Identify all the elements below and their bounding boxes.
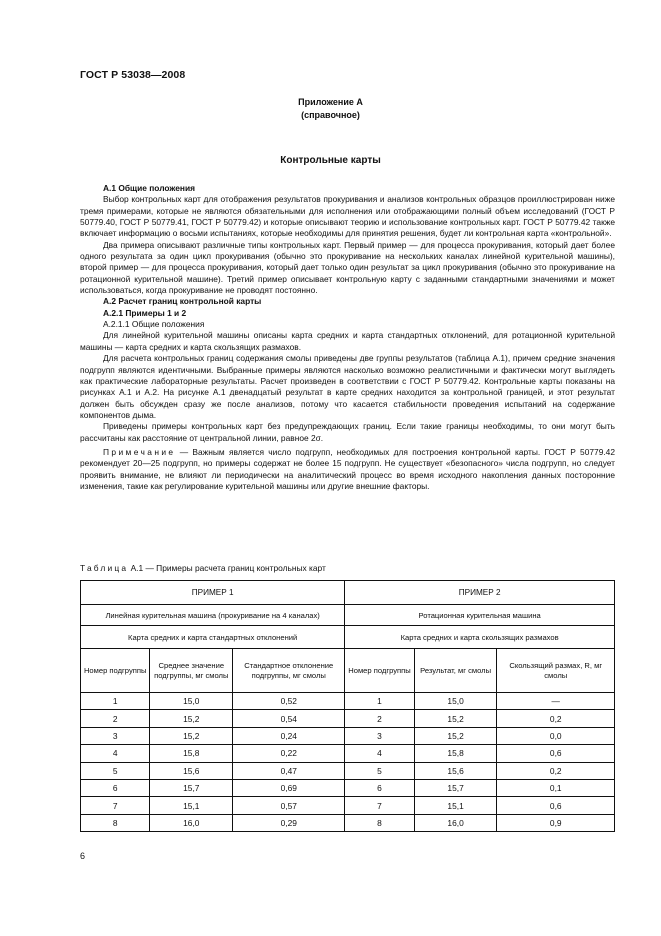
table-row xyxy=(81,779,615,796)
table-cell: 2 xyxy=(345,710,414,727)
table-cell: 6 xyxy=(345,779,414,796)
table-cell: 0,2 xyxy=(497,710,615,727)
table-row xyxy=(81,762,615,779)
table-cell: 0,57 xyxy=(233,797,345,814)
table-cell: 0,0 xyxy=(497,727,615,744)
appendix-title: Приложение А xyxy=(298,97,363,107)
column-header: Результат, мг смолы xyxy=(414,649,497,693)
table-cell: 0,6 xyxy=(497,797,615,814)
table-cell: 0,54 xyxy=(233,710,345,727)
paragraph: Приведены примеры контрольных карт без предупреждающих границ. Если такие границы необходимы, то они могут быть рассчитаны как расстояние от центральной линии, равное 2σ. xyxy=(80,421,615,443)
table-cell: 0,29 xyxy=(233,814,345,831)
table-cell: 15,8 xyxy=(150,745,233,762)
table-caption-label: Таблица xyxy=(80,563,129,573)
heading-a1: А.1 Общие положения xyxy=(103,183,196,193)
table-cell: 0,2 xyxy=(497,762,615,779)
table-cell: 0,6 xyxy=(497,745,615,762)
example1-header: ПРИМЕР 1 xyxy=(81,581,345,605)
paragraph: Для линейной курительной машины описаны карта средних и карта стандартных отклонений, для ротационной курительной машины — карта средних и карта скользящих размахов. xyxy=(80,330,615,352)
page-number: 6 xyxy=(80,851,86,861)
appendix-subtitle: (справочное) xyxy=(301,110,360,120)
table-cell: 15,7 xyxy=(150,779,233,796)
table-cell: 7 xyxy=(81,797,150,814)
table-row xyxy=(81,797,615,814)
table-cell: 15,0 xyxy=(150,693,233,710)
table-cell: — xyxy=(497,693,615,710)
table-cell: 5 xyxy=(345,762,414,779)
table-cell: 1 xyxy=(81,693,150,710)
note xyxy=(80,447,615,492)
note-text: — Важным является число подгрупп, необходимых для построения контрольной карты. ГОСТ Р 50779.42 рекомендует 20—25 подгрупп, но примеры содержат не более 15 подгрупп. Не существует «безопасного» числа подгрупп, но следует проявить внимание, не влияют ли периодически на аналитический процесс во время исходного накопления данных посторонние изменения, такие как регулирование курительной машины или другие внешние факторы. xyxy=(80,446,615,491)
note-label: Примечание xyxy=(103,446,176,457)
table-caption-text: А.1 — Примеры расчета границ контрольных карт xyxy=(128,563,326,573)
table-cell: 15,1 xyxy=(414,797,497,814)
document-code: ГОСТ Р 53038—2008 xyxy=(80,69,186,81)
column-header: Стандартное отклонение подгруппы, мг смолы xyxy=(233,649,345,693)
table-cell: 0,52 xyxy=(233,693,345,710)
table-cell: 4 xyxy=(345,745,414,762)
table-caption xyxy=(80,563,326,573)
table-cell: 4 xyxy=(81,745,150,762)
table-cell: 3 xyxy=(345,727,414,744)
section-title: Контрольные карты xyxy=(280,155,381,166)
charts2-cell: Карта средних и карта скользящих размахов xyxy=(345,626,615,649)
table-cell: 16,0 xyxy=(150,814,233,831)
table-cell: 8 xyxy=(345,814,414,831)
table-cell: 0,9 xyxy=(497,814,615,831)
charts1-cell: Карта средних и карта стандартных отклонений xyxy=(81,626,345,649)
table-row xyxy=(81,745,615,762)
body-text xyxy=(80,183,615,492)
column-header: Среднее значение подгруппы, мг смолы xyxy=(150,649,233,693)
data-table xyxy=(80,580,615,832)
example2-header: ПРИМЕР 2 xyxy=(345,581,615,605)
table-cell: 8 xyxy=(81,814,150,831)
table-cell: 15,0 xyxy=(414,693,497,710)
table-cell: 16,0 xyxy=(414,814,497,831)
table-cell: 0,22 xyxy=(233,745,345,762)
heading-a211: А.2.1.1 Общие положения xyxy=(103,319,205,330)
paragraph: Для расчета контрольных границ содержания смолы приведены две группы результатов (таблица А.1), причем средние значения подгрупп являются идентичными. Выбранные примеры являются насколько возможно реалистичными и фактически могут выглядеть как практические лабораторные результаты. Расчет произведен в соответствии с ГОСТ Р 50779.42. Контрольные карты показаны на рисунках А.1 и А.2. На рисунке А.1 двенадцатый результат в карте средних находится за контрольной границей, и этот результат должен быть обсужден сразу же после анализов, потому что касается стабильности проведения испытаний на содержание компонентов дыма. xyxy=(80,353,615,420)
table-cell: 15,6 xyxy=(414,762,497,779)
table-cell: 15,8 xyxy=(414,745,497,762)
table-cell: 0,24 xyxy=(233,727,345,744)
heading-a21: А.2.1 Примеры 1 и 2 xyxy=(103,307,187,318)
heading-a2: А.2 Расчет границ контрольной карты xyxy=(103,296,262,307)
table-cell: 3 xyxy=(81,727,150,744)
table-row xyxy=(81,693,615,710)
table-cell: 7 xyxy=(345,797,414,814)
machine1-cell: Линейная курительная машина (прокуривание на 4 каналах) xyxy=(81,605,345,626)
table-cell: 6 xyxy=(81,779,150,796)
table-cell: 0,1 xyxy=(497,779,615,796)
column-header: Номер подгруппы xyxy=(81,649,150,693)
column-header: Скользящий размах, R, мг смолы xyxy=(497,649,615,693)
paragraph: Два примера описывают различные типы контрольных карт. Первый пример — для процесса прокуривания, который дает более одного результата за один цикл прокуривания (обычно это прокуривание на нескольких каналах линейной курительной машины), второй пример — для процесса прокуривания, который дает только один результат за цикл прокуривания (обычно это прокуривание на ротационной курительной машине). Третий пример описывает контрольную карту с заданными стандартными значениями и может использоваться, когда прокуривание не проводят постоянно. xyxy=(80,239,615,296)
machine2-cell: Ротационная курительная машина xyxy=(345,605,615,626)
table-cell: 0,47 xyxy=(233,762,345,779)
table-cell: 15,2 xyxy=(414,727,497,744)
table-row xyxy=(81,814,615,831)
paragraph: Выбор контрольных карт для отображения результатов прокуривания и анализов контрольных образцов проиллюстрирован ниже тремя примерами, которые не являются обязательными для исполнения или отображающими полный объем исследований (ГОСТ Р 50779.40, ГОСТ Р 50779.41, ГОСТ Р 50779.42) и которые описывают теорию и использование контрольных карт. ГОСТ Р 50779.42 также включает информацию о восьми испытаниях, которые необходимы для принятия решения, будет ли контрольная карта «контрольной». xyxy=(80,194,615,239)
table-cell: 2 xyxy=(81,710,150,727)
table-cell: 5 xyxy=(81,762,150,779)
table-cell: 15,1 xyxy=(150,797,233,814)
table-cell: 1 xyxy=(345,693,414,710)
table-row xyxy=(81,727,615,744)
column-header: Номер подгруппы xyxy=(345,649,414,693)
table-row xyxy=(81,710,615,727)
table-cell: 15,2 xyxy=(150,710,233,727)
table-cell: 15,2 xyxy=(150,727,233,744)
table-cell: 0,69 xyxy=(233,779,345,796)
table-cell: 15,7 xyxy=(414,779,497,796)
table-cell: 15,6 xyxy=(150,762,233,779)
table-cell: 15,2 xyxy=(414,710,497,727)
